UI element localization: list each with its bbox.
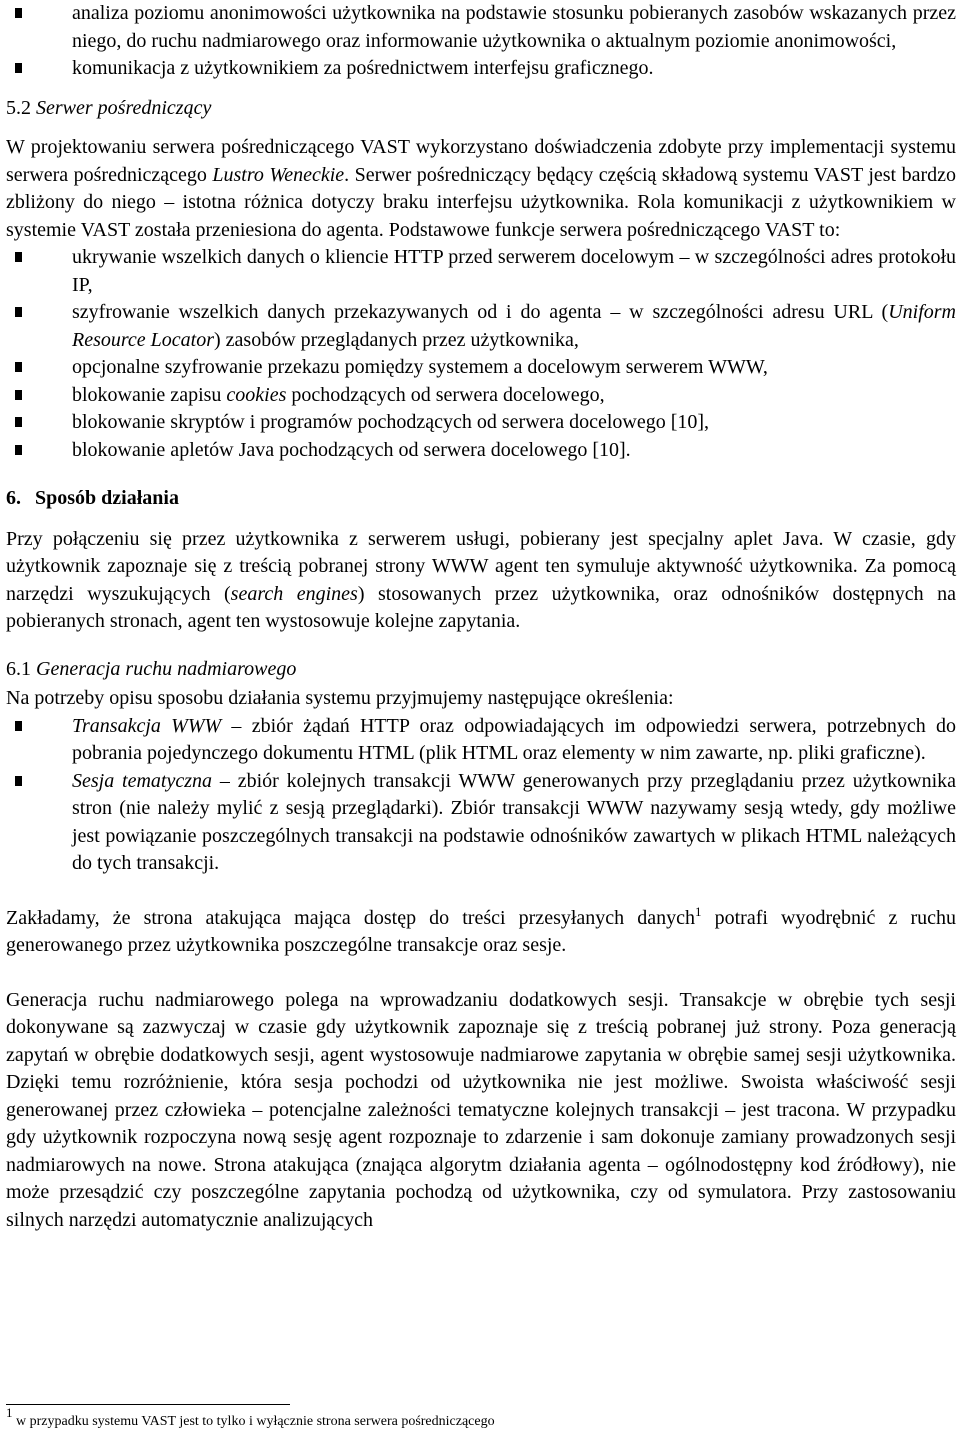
list-item: opcjonalne szyfrowanie przekazu pomiędzy systemem a docelowym serwerem WWW, [6, 354, 956, 382]
footnote: $^1$ w przypadku systemu VAST jest to tylko i wyłącznie strona serwera pośredniczącego [6, 1405, 495, 1429]
list-item: analiza poziomu anonimowości użytkownika na podstawie stosunku pobieranych zasobów wskazanych przez niego, do ruchu nadmiarowego oraz informowanie użytkownika o aktualnym poziomie anonimowości, [6, 0, 956, 55]
definitions-list [6, 713, 956, 878]
square-bullet-icon [15, 63, 22, 73]
paragraph-traffic-generation: Generacja ruchu nadmiarowego polega na wprowadzaniu dodatkowych sesji. Transakcje w obrębie tych sesji dokonywane są zazwyczaj w czasie gdy użytkownik zapoznaje się z treścią pobranej już strony. Poza generacją zapytań w obrębie dodatkowych sesji, agent wystosowuje nadmiarowe zapytania w obrębie samej sesji użytkownika. Dzięki temu rozróżnienie, która sesja pochodzi od użytkownika nie jest możliwe. Swoista właściwość sesji generowanej przez człowieka – potencjalne zależności tematyczne kolejnych transakcji – jest tracona. W przypadku gdy użytkownik rozpoczyna nową sesję agent rozpoznaje to zdarzenie i sam dokonuje zamiany prowadzonych sesji nadmiarowych na nowe. Strona atakująca (znająca algorytm działania agenta – ogólnodostępny kod źródłowy), nie może przesądzić czy poszczególne zapytania pochodzą od użytkownika, czy od symulatora. Przy zastosowaniu silnych narzędzi automatycznie analizujących [6, 988, 956, 1231]
list-item: Sesja tematyczna – zbiór kolejnych transakcji WWW generowanych przy przeglądaniu przez użytkownika stron (nie należy mylić z sesją przeglądarki). Zbiór transakcji WWW nazywamy sesją wtedy, gdy możliwe jest powiązanie poszczególnych transakcji na podstawie odnośników zawartych w plikach HTML należących do tych transakcji. [6, 768, 956, 878]
square-bullet-icon [15, 390, 22, 400]
square-bullet-icon [15, 721, 22, 731]
square-bullet-icon [15, 252, 22, 262]
square-bullet-icon [15, 8, 22, 18]
paragraph-6-intro: Przy połączeniu się przez użytkownika z serwerem usługi, pobierany jest specjalny aplet Java. W czasie, gdy użytkownik zapoznaje się z treścią pobranej strony WWW agent ten symuluje aktywność użytkownika. Za pomocą narzędzi wyszukujących (search engines) stosowanych przez użytkownika, oraz odnośników dostępnych na pobieranych stronach, agent ten wystosowuje kolejne zapytania. [6, 527, 957, 632]
list-item: blokowanie skryptów i programów pochodzących od serwera docelowego [10], [6, 409, 956, 437]
list-item: ukrywanie wszelkich danych o kliencie HTTP przed serwerem docelowym – w szczególności adres protokołu IP, [6, 244, 956, 299]
section-heading-5-2: 5.2 Serwer pośredniczący [6, 96, 212, 119]
list-item: szyfrowanie wszelkich danych przekazywanych od i do agenta – w szczególności adresu URL (Uniform Resource Locator) zasobów przeglądanych przez użytkownika, [6, 299, 956, 354]
square-bullet-icon [15, 417, 22, 427]
section-heading-6: 6. Sposób działania [6, 487, 179, 509]
paragraph-5-2-intro: W projektowaniu serwera pośredniczącego VAST wykorzystano doświadczenia zdobyte przy implementacji systemu serwera pośredniczącego Lustro Weneckie. Serwer pośredniczący będący częścią składową systemu VAST jest bardzo zbliżony do niego – istotna różnica dotyczy braku interfejsu użytkownika. Rola komunikacji z użytkownikiem w systemie VAST została przeniesiona do agenta. Podstawowe funkcje serwera pośredniczącego VAST to: [6, 136, 956, 241]
paragraph-assumption: Zakładamy, że strona atakująca mająca dostęp do treści przesyłanych danych$^1$ potrafi wyodrębnić z ruchu generowanego przez użytkownika poszczególne transakcje oraz sesje. [6, 903, 957, 956]
page-body [6, 0, 956, 1234]
list-item: blokowanie zapisu cookies pochodzących od serwera docelowego, [6, 382, 956, 410]
footnote-divider [6, 1404, 290, 1405]
square-bullet-icon [15, 307, 22, 317]
footnote-reference: 1 [695, 903, 702, 919]
top-bullet-list [6, 0, 956, 83]
list-item: blokowanie apletów Java pochodzących od serwera docelowego [10]. [6, 437, 956, 465]
proxy-functions-list [6, 244, 956, 464]
section-heading-6-1: 6.1 Generacja ruchu nadmiarowego [6, 657, 297, 680]
square-bullet-icon [15, 445, 22, 455]
list-item: Transakcja WWW – zbiór żądań HTTP oraz odpowiadających im odpowiedzi serwera, potrzebnych do pobrania pojedynczego dokumentu HTML (plik HTML oraz elementy w nim zawarte, np. pliki graficzne). [6, 713, 956, 768]
square-bullet-icon [15, 362, 22, 372]
square-bullet-icon [15, 776, 22, 786]
paragraph-6-1-intro: Na potrzeby opisu sposobu działania systemu przyjmujemy następujące określenia: [6, 687, 674, 709]
list-item: komunikacja z użytkownikiem za pośrednictwem interfejsu graficznego. [6, 55, 956, 83]
